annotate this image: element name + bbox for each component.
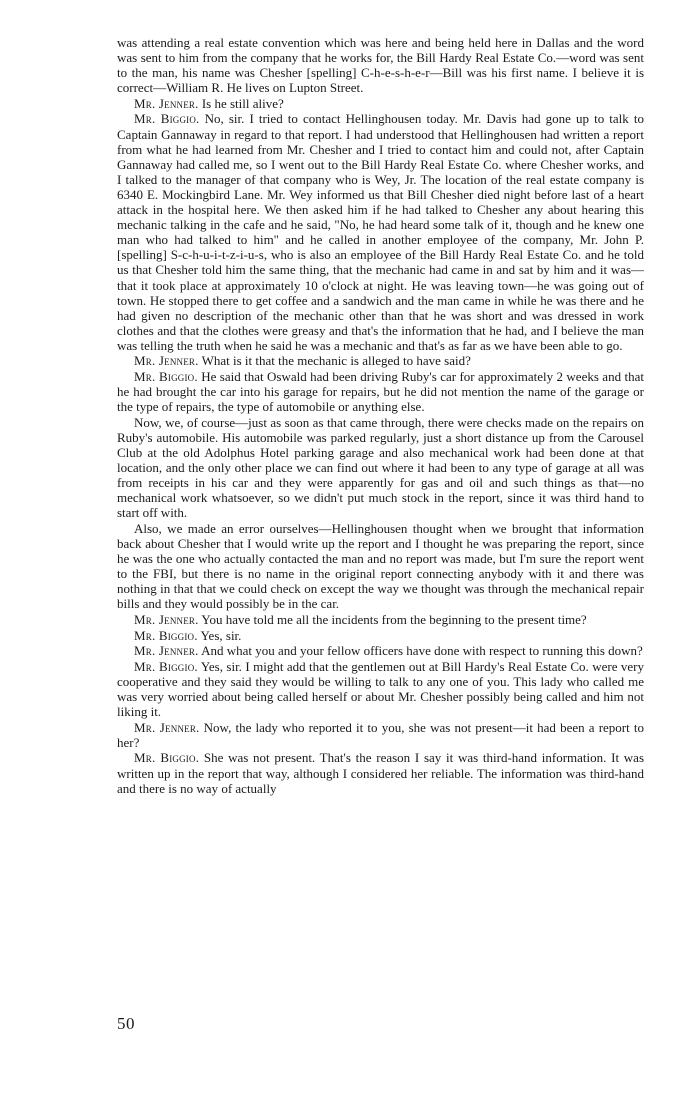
paragraph: Mr. Biggio. No, sir. I tried to contact Hellinghousen today. Mr. Davis had gone up to talk to Captain Gannaway in regard to that report. I had understood that Hellinghousen had written a report from what he had learned from Mr. Chesher and I tried to contact him and could not, after Captain Gannaway had called me, so I went out to the Bill Hardy Real Estate Co. where Chesher works, and I talked to the manager of that company who is Wey, Jr. The location of the real estate company is 6340 E. Mockingbird Lane. Mr. Wey informed us that Bill Chesher died night before last of a heart attack in the hospital here. We then asked him if he had talked to Chesher any about hearing this mechanic talking in the cafe and he said, "No, he had heard some talk of it, though and he knew one man who had talked to him" and he called in another employee of the company, Mr. John P. [spelling] S-c-h-u-i-t-z-i-u-s, who is also an employee of the Bill Hardy Real Estate Co. and he told us that Chesher told him the same thing, that the mechanic had came in and sat by him and it was—that it took place at approximately 10 o'clock at night. He was leaving town—he was going out of town. He stopped there to get coffee and a sandwich and the man came in while he was there and he had given no description of the mechanic other than that he was short and was dressed in work clothes and that the clothes were greasy and that's the information that he had, and I believe the man was telling the truth when he said he was a mechanic and that's as far as we have been able to go.: [117, 111, 644, 353]
speaker-label: Mr. Jenner.: [134, 95, 199, 111]
paragraph: Mr. Jenner. You have told me all the incidents from the beginning to the present time?: [134, 612, 587, 628]
speaker-label: Mr. Jenner.: [134, 612, 199, 628]
paragraph: Mr. Jenner. What is it that the mechanic is alleged to have said?: [134, 353, 471, 369]
paragraph: Mr. Jenner. Now, the lady who reported it to you, she was not present—it had been a report to her?: [117, 719, 644, 750]
paragraph: Mr. Jenner. And what you and your fellow officers have done with respect to running this down?: [134, 643, 643, 659]
speaker-label: Mr. Biggio.: [134, 627, 198, 643]
paragraph: was attending a real estate convention which was here and being held here in Dallas and the word was sent to him from the company that he works for, the Bill Hardy Real Estate Co.—word was sent to the man, his name was Chesher [spelling] C-h-e-s-h-e-r—Bill was his first name. I believe it is correct—William R. He lives on Lupton Street.: [117, 35, 644, 96]
speaker-label: Mr. Jenner.: [134, 643, 199, 659]
speaker-label: Mr. Biggio.: [134, 111, 200, 127]
speaker-label: Mr. Jenner.: [134, 353, 199, 369]
paragraph: Mr. Biggio. Yes, sir. I might add that the gentlemen out at Bill Hardy's Real Estate Co. were very cooperative and they said they would be willing to talk to any one of you. This lady who called me was very worried about being called herself or about Mr. Chesher possibly being called and him not liking it.: [117, 658, 644, 720]
speaker-label: Mr. Biggio.: [134, 750, 200, 766]
speaker-label: Mr. Biggio.: [134, 658, 198, 674]
paragraph: Mr. Biggio. He said that Oswald had been driving Ruby's car for approximately 2 weeks and that he had brought the car into his garage for repairs, but he did not mention the name of the garage or the type of repairs, the type of automobile or anything else.: [117, 369, 644, 415]
paragraph: Also, we made an error ourselves—Hellinghousen thought when we brought that information back about Chesher that I would write up the report and I thought he was preparing the report, since he was the one who actually contacted the man and no report was made, but I'm sure the report went to the FBI, but there is no name in the original report connecting anybody with it and there was nothing in that that we could check on except the way we thought was through the mechanical repair bills and they would possibly be in the car.: [117, 521, 644, 612]
paragraph: Mr. Biggio. Yes, sir.: [134, 627, 242, 643]
page-number: 50: [117, 1014, 135, 1033]
speaker-label: Mr. Biggio.: [134, 369, 198, 385]
paragraph: Now, we, of course—just as soon as that came through, there were checks made on the repairs on Ruby's automobile. His automobile was parked regularly, just a short distance up from the Carousel Club at the old Adolphus Hotel parking garage and also mechanical work had been done at that location, and the only other place we can find out where it had been to any type of garage at all was from receipts in his car and they were apparently for gas and oil and such things as that—no mechanical work whatsoever, so we didn't put much stock in the report, since it was third hand to start off with.: [117, 414, 644, 521]
paragraph: Mr. Biggio. She was not present. That's the reason I say it was third-hand information. It was written up in the report that way, although I considered her reliable. The information was third-hand and there is no way of actually: [117, 750, 645, 796]
paragraph: Mr. Jenner. Is he still alive?: [134, 95, 284, 111]
testimony-text: [117, 35, 644, 796]
speaker-label: Mr. Jenner.: [134, 719, 200, 735]
